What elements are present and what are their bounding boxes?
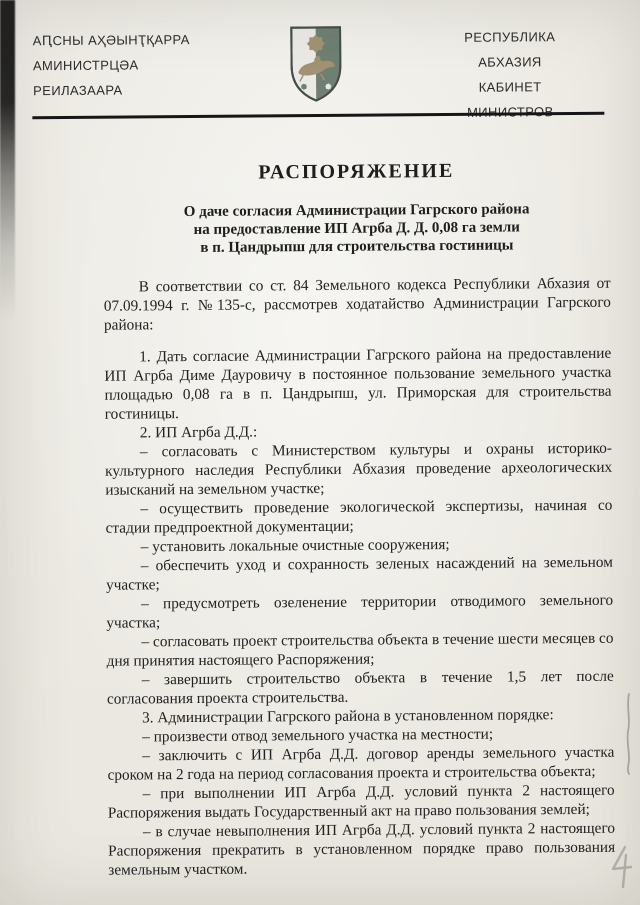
paragraph-point-3: 3. Администрации Гагрского района в установленном порядке: (142, 706, 554, 727)
paragraph-subitem: – в случае невыполнения ИП Агрба Д.Д. условий пункта 2 настоящего Распоряжения прекратить в установленном порядке право пользования земельным участком. (108, 819, 616, 879)
paragraph-subitem: – обеспечить уход и сохранность зеленых насаждений на земельном участке; (105, 553, 613, 594)
paragraph-subitem: – согласовать проект строительства объекта в течение шести месяцев со дня принятия настоящего Распоряжения; (106, 629, 614, 670)
letterhead-line: РЕИЛАЗААРА (33, 82, 123, 99)
document-title: РАСПОРЯЖЕНИЕ (258, 159, 455, 184)
paragraph-subitem: – заключить с ИП Агрба Д.Д. договор аренды земельного участка сроком на 2 года на период согласования проекта и строительства объекта; (107, 743, 615, 784)
paragraph-subitem: – при выполнении ИП Агрба Д.Д. условий пункта 2 настоящего Распоряжения выдать Государственный акт на право пользования землей; (107, 781, 615, 822)
paragraph-subitem: – завершить строительство объекта в течение 1,5 лет после согласования проекта строительства. (106, 667, 614, 708)
letterhead-russian (433, 24, 588, 125)
paragraph-subitem: – произвести отвод земельного участка на местности; (142, 725, 494, 746)
document-body (104, 274, 616, 880)
paragraph-subitem: – предусмотреть озеленение территории отводимого земельного участка; (106, 591, 614, 632)
paragraph-subitem: – осуществить проведение экологической экспертизы, начиная со стадии предпроектной документации; (105, 496, 613, 537)
subject-line: на предоставление ИП Агрба Д. Д. 0,08 га земли (193, 219, 520, 238)
paragraph-subitem: – установить локальные очистные сооружения; (140, 535, 450, 556)
letterhead-line: АԤСНЫ АҲӘЫНҬҚАРРА (32, 32, 190, 49)
paragraph-preamble: В соответствии со ст. 84 Земельного кодекса Республики Абхазия от 07.09.1994 г. №135-с, рассмотрев ходатайство Администрации Гагрского района: (103, 274, 611, 334)
coat-of-arms-icon (287, 24, 346, 104)
document-subject (103, 200, 610, 258)
paragraph-point-2: 2. ИП Агрба Д.Д.: (139, 423, 258, 442)
letterhead-line: КАБИНЕТ (478, 79, 542, 95)
document-text-column (103, 158, 616, 880)
paragraph-point-1: 1. Дать согласие Администрации Гагрского района на предоставление ИП Агрба Диме Дауровичу в постоянное пользование земельного участка площадью 0,08 га в п. Цандрыпш, ул. Приморская для строительства гостиницы. (104, 344, 612, 423)
letterhead-line: АМИНИСТРЦӘА (32, 57, 139, 74)
subject-line: в п. Цандрыпш для строительства гостиницы (200, 237, 514, 256)
letterhead-line: РЕСПУБЛИКА АБХАЗИЯ (464, 29, 556, 70)
subject-line: О даче согласия Администрации Гагрского района (183, 201, 530, 221)
paragraph-subitem: – согласовать с Министерством культуры и охраны историко-культурного наследия Республики Абхазия проведение археологических изысканий на земельном участке; (105, 439, 613, 499)
letterhead-abkhaz (33, 27, 191, 103)
